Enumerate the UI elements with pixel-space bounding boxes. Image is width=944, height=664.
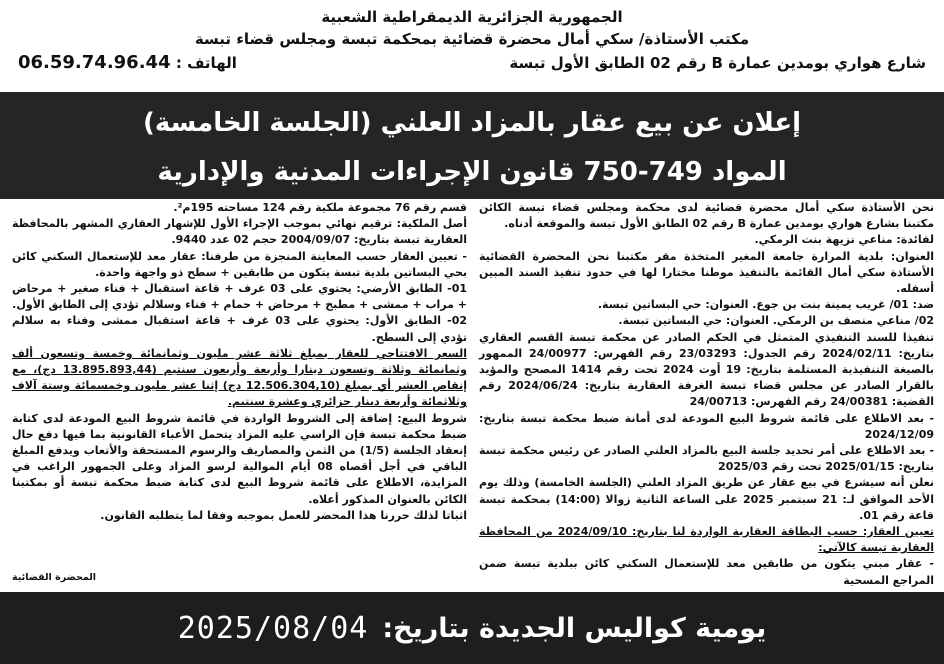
- republic-name: الجمهورية الجزائرية الديمقراطية الشعبية: [321, 8, 623, 26]
- paragraph: العنوان: بلدية المرارة جامعة المغير المتخذة مقر مكتبنا نحن المحضرة القضائية الأستاذة سكي أمال القائمة بالتنفيذ موطنا مختارا لها في حدود تنفيذ السند المبين أسفله.: [479, 249, 934, 296]
- notice-body: [12, 200, 934, 588]
- paragraph: السعر الافتتاحي للعقار بمبلغ ثلاثة عشر مليون وثمانمائة وخمسة وتسعون ألف وثمانمائة وثلاثة وتسعون دينارا وأربعة وأربعون سنتيم (13.895.893,44 دج)، مع إنقاص العشر أي بمبلغ (12.506.304,10 دج) إثنا عشر مليون وخمسمائة وستة آلاف وثلاثمائة وأربعة دينار جزائري وعشرة سنتيم.: [12, 346, 467, 409]
- paragraph: شروط البيع: إضافة إلى الشروط الواردة في قائمة شروط البيع المودعة لدى كتابة ضبط محكمة تبسة فإن الراسي عليه المزاد يتحمل الأعباء القانونية بما فيها دفع حال إنعقاد الجلسة (1/5) من الثمن والمصاريف والرسوم المستحقة والأتعاب ويدفع المبلغ الباقي في أجل أقصاه 08 أيام الموالية لرسو المزاد وعلى الجمهور الراغب في المزايدة، الاطلاع على قائمة شروط البيع لدى كتابة ضبط محكمة تبسة أو بمكتبنا الكائن بالعنوان المذكور أعلاه.: [12, 411, 468, 506]
- phone-number: 06.59.74.96.44: [18, 52, 171, 73]
- paragraph: 02- الطابق الأول: يحتوي على 03 غرف + قاعة استقبال ممشى وفناء به سلالم تؤدي إلى السطح.: [12, 314, 467, 344]
- office-header: [12, 6, 932, 76]
- paragraph: نعلن أنه سيشرع في بيع عقار عن طريق المزاد العلني (الجلسة الخامسة) وذلك يوم الأحد الموافق لـ: 21 سبتمبر 2025 على الساعة الثانية زوالا (14:00) بمحكمة تبسة قاعة رقم 01.: [479, 476, 934, 522]
- paragraph: تعيين العقار: حسب البطاقة العقارية الواردة لنا بتاريخ: 2024/09/10 من المحافظة العقارية تبسة كالآتي:: [479, 525, 934, 555]
- paragraph: ضد: 01/ غريب يمينة بنت بن جوع. العنوان: حي البساتين تبسة.: [597, 298, 934, 312]
- paragraph: 01- الطابق الأرضي: يحتوي على 03 غرف + قاعة استقبال + فناء صغير + مرحاض + مراب + ممشى + مطبخ + مرحاض + حمام + فناء وسلالم تؤدي إلى الطابق الأول.: [12, 282, 467, 312]
- left-column: [12, 200, 467, 588]
- title-band: [0, 92, 944, 199]
- paragraph: لفائدة: مناعي نزيهة بنت الرمكي.: [754, 233, 934, 247]
- office-name: مكتب الأستاذة/ سكي أمال محضرة قضائية بمحكمة تبسة ومجلس قضاء تبسة: [194, 30, 750, 48]
- paragraph: - بعد الاطلاع على قائمة شروط البيع المودعة لدى أمانة ضبط محكمة تبسة بتاريخ: 2024/12/09: [479, 411, 934, 441]
- notice-subtitle: المواد 749-750 قانون الإجراءات المدنية والإدارية: [157, 157, 787, 187]
- paragraph: - بعد الاطلاع على أمر تحديد جلسة البيع بالمزاد العلني الصادر عن رئيس محكمة تبسة بتاريخ: 2025/01/15 تحت رقم 2025/03: [479, 444, 934, 474]
- paragraph: - تعيين العقار حسب المعاينة المنجزة من طرفنا: عقار معد للإستعمال السكني كائن بحي البساتين بلدية تبسة يتكون من طابقين + سطح ذو واجهة واحدة.: [12, 249, 467, 279]
- publication-label: يومية كواليس الجديدة بتاريخ:: [382, 612, 767, 644]
- phone-block: [18, 50, 237, 76]
- publication-date: 2025/08/04: [177, 610, 369, 646]
- phone-label: الهاتف :: [175, 54, 237, 72]
- paragraph: أصل الملكية: ترقيم نهائي بموجب الإجراء الأول للإشهار العقاري المشهر بالمحافظة العقارية تبسة بتاريخ: 2004/09/07 حجم 02 عدد 9440.: [12, 217, 467, 247]
- paragraph: 02/ مناعي منصف بن الرمكي. العنوان: حي البساتين تبسة.: [618, 314, 934, 328]
- right-column: [479, 200, 934, 588]
- signature-label: المحضرة القضائية: [12, 572, 97, 583]
- address-line: [12, 50, 932, 76]
- paragraph: اثباتا لذلك حررنا هذا المحضر للعمل بموجبه وفقا لما يتطلبه القانون.: [100, 508, 467, 522]
- notice-title: إعلان عن بيع عقار بالمزاد العلني (الجلسة الخامسة): [142, 108, 801, 138]
- paragraph: قسم رقم 76 مجموعة ملكية رقم 124 مساحته 195م².: [173, 201, 467, 214]
- paragraph: - عقار مبني يتكون من طابقين معد للإستعمال السكني كائن ببلدية تبسة ضمن المراجع المسحية: [479, 557, 934, 587]
- paragraph: تنفيذا للسند التنفيذي المتمثل في الحكم الصادر عن محكمة تبسة القسم العقاري بتاريخ: 2024/02/11 رقم الجدول: 23/03293 رقم الفهرس: 24/00977 الممهور بالصيغة التنفيذية المستلمة بتاريخ: 19 أوت 2024 تحت رقم 1414 المصحح والمؤيد بالقرار الصادر عن مجلس قضاء تبسة الغرفة العقارية بتاريخ: 2024/06/24 رقم القضية: 24/00381 رقم الفهرس: 24/00713: [479, 330, 934, 409]
- office-address: شارع هواري بومدين عمارة B رقم 02 الطابق الأول تبسة: [509, 54, 926, 72]
- paragraph: نحن الأستاذة سكي أمال محضرة قضائية لدى محكمة ومجلس قضاء تبسة الكائن مكتبنا بشارع هواري بومدين عمارة B رقم 02 الطابق الأول تبسة والموقعة أدناه.: [479, 201, 934, 231]
- publication-footer: [0, 592, 944, 664]
